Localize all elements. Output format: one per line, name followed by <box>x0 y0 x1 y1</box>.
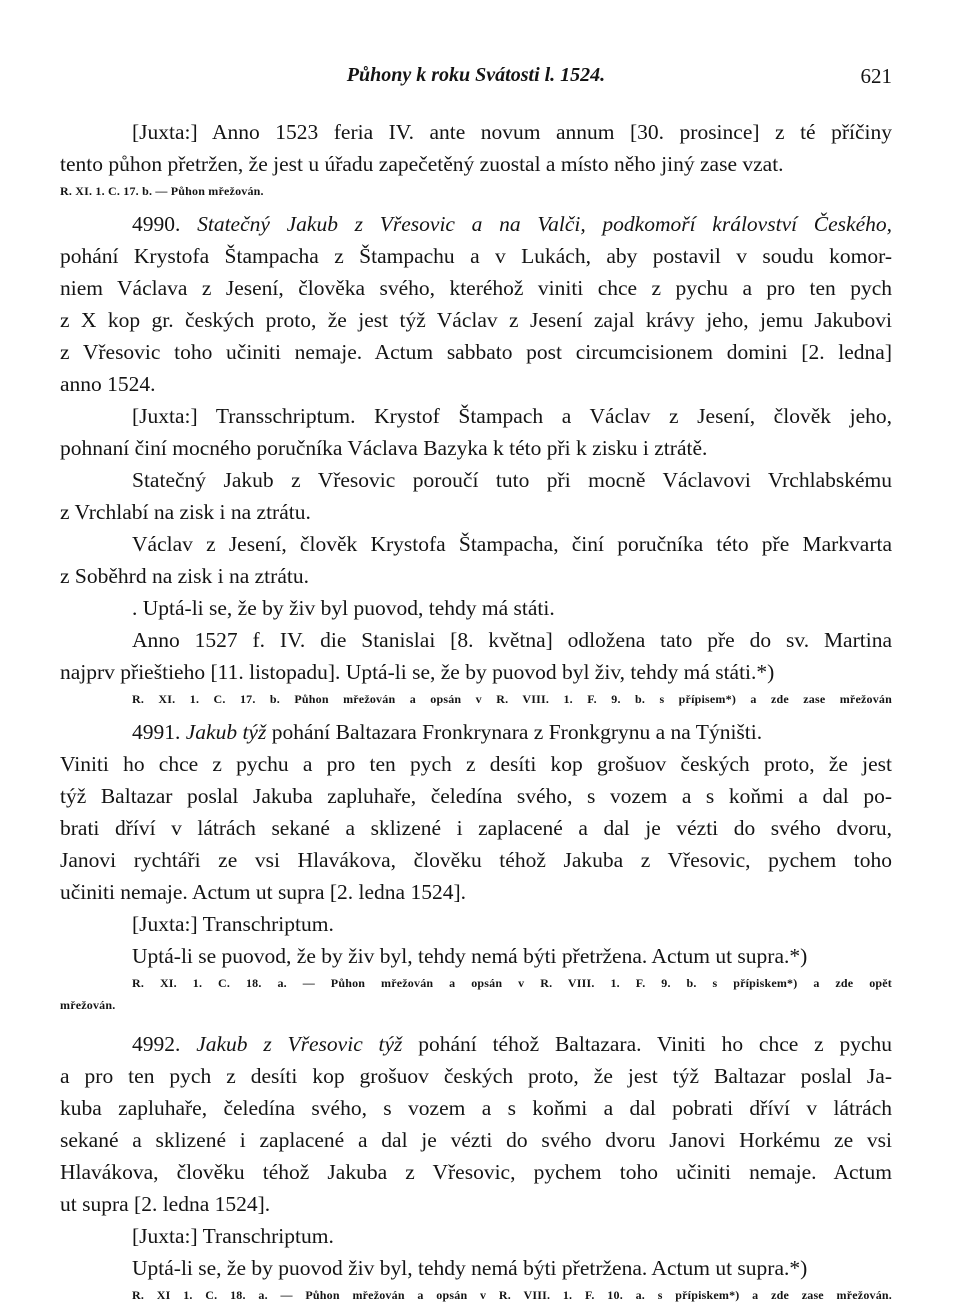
text-line: najprv přieštieho [11. listopadu]. Uptá-li se, že by puovod byl živ, tehdy má státi.*) <box>60 660 775 684</box>
entry-4990-heading <box>60 208 892 240</box>
text-line: pohání Krystofa Štampacha z Štampachu a v Lukách, aby postavil v soudu komor- <box>60 244 892 268</box>
text-line: týž Baltazar poslal Jakuba zapluhaře, čeledína svého, s vozem a s koňmi a dal po- <box>60 784 892 808</box>
text-line: Anno 1527 f. IV. die Stanislai [8. května] odložena tato pře do sv. Martina <box>132 628 892 652</box>
text-line: Statečný Jakub z Vřesovic poroučí tuto při mocně Václavovi Vrchlabskému <box>132 468 892 492</box>
text-line: [Juxta:] Transschriptum. Krystof Štampach a Václav z Jesení, člověk jeho, <box>132 404 892 428</box>
text-line: Václav z Jesení, člověk Krystofa Štampacha, činí poručníka této pře Markvarta <box>132 532 892 556</box>
running-title: Půhony k roku Svátosti l. 1524. <box>346 64 606 86</box>
body-text <box>60 116 892 1306</box>
source-note: R. XI 1. C. 18. a. — Půhon mřežován a opsán v R. VIII. 1. F. 10. a. s přípiskem*) a zde zase mřežován. <box>132 1288 892 1302</box>
text-line: [Juxta:] Transchriptum. <box>132 1224 334 1248</box>
page-number: 621 <box>860 64 892 88</box>
entry-number: 4991. <box>132 720 186 744</box>
text-line: . Uptá-li se, že by živ byl puovod, tehdy má státi. <box>132 596 555 620</box>
source-note: mřežován. <box>60 998 116 1012</box>
text-line: a pro ten pych z desíti kop grošuov českých proto, že jest týž Baltazar poslal Ja- <box>60 1064 892 1088</box>
text-line: Viniti ho chce z pychu a pro ten pych z desíti kop grošuov českých proto, že jest <box>60 752 892 776</box>
source-note: R. XI. 1. C. 17. b. Půhon mřežován a opsán v R. VIII. 1. F. 9. b. s přípisem*) a zde zase mřežován <box>132 692 892 706</box>
text-line: Hlavákova, člověku téhož Jakuba z Vřesovic, pychem toho učiniti nemaje. Actum <box>60 1160 892 1184</box>
source-note: R. XI. 1. C. 18. a. — Půhon mřežován a opsán v R. VIII. 1. F. 9. b. s přípiskem*) a zde opět <box>132 976 892 990</box>
entry-4991-heading: 4991. Jakub týž pohání Baltazara Fronkrynara z Fronkgrynu a na Týništi. <box>132 720 763 744</box>
text-line: tento půhon přetržen, že jest u úřadu zapečetěný zuostal a místo něho jiný zase vzat. <box>60 152 784 176</box>
text-line: pohnaní činí mocného poručníka Václava Bazyka k této při k zisku i ztrátě. <box>60 436 708 460</box>
text-line: Janovi rychtáři ze vsi Hlavákova, člověku téhož Jakuba z Vřesovic, pychem toho <box>60 848 892 872</box>
entry-number: 4992. <box>132 1032 197 1056</box>
entry-party: Statečný Jakub z Vřesovic a na Valči, podkomoří království Českého, <box>197 212 893 236</box>
text-line: Uptá-li se, že by puovod živ byl, tehdy nemá býti přetržena. Actum ut supra.*) <box>132 1256 808 1280</box>
text-line: ut supra [2. ledna 1524]. <box>60 1192 271 1216</box>
entry-4992-heading: 4992. Jakub z Vřesovic týž pohání téhož Baltazara. Viniti ho chce z pychu <box>132 1032 892 1056</box>
entry-party: Jakub z Vřesovic týž <box>196 1032 403 1056</box>
text-line: brati dříví v látrách sekané a sklizené i zaplacené a dal je vézti do svého dvoru, <box>60 816 892 840</box>
text-line: kuba zapluhaře, čeledína svého, s vozem a s koňmi a dal pobrati dříví v látrách <box>60 1096 892 1120</box>
page-header <box>60 64 892 94</box>
text-line: [Juxta:] Transchriptum. <box>132 912 334 936</box>
text-line: Uptá-li se puovod, že by živ byl, tehdy nemá býti přetržena. Actum ut supra.*) <box>132 944 808 968</box>
text-line: niem Václava z Jesení, člověka svého, kteréhož viniti chce z pychu a pro ten pych <box>60 276 892 300</box>
text-line: z Vrchlabí na zisk i na ztrátu. <box>60 500 311 524</box>
entry-number: 4990. <box>132 212 198 236</box>
text-line: sekané a sklizené i zaplacené a dal je vézti do svého dvoru Janovi Horkému ze vsi <box>60 1128 892 1152</box>
text-line: z Vřesovic toho učiniti nemaje. Actum sabbato post circumcisionem domini [2. ledna] <box>60 340 892 364</box>
text-line: [Juxta:] Anno 1523 feria IV. ante novum annum [30. prosince] z té příčiny <box>132 120 892 144</box>
text-line: z Soběhrd na zisk i na ztrátu. <box>60 564 309 588</box>
source-note: R. XI. 1. C. 17. b. — Půhon mřežován. <box>60 184 264 198</box>
entry-party: Jakub týž <box>185 720 267 744</box>
text-line: anno 1524. <box>60 372 156 396</box>
text-line: učiniti nemaje. Actum ut supra [2. ledna 1524]. <box>60 880 467 904</box>
text-line: z X kop gr. českých proto, že jest týž Václav z Jesení zajal krávy jeho, jemu Jakubovi <box>60 308 892 332</box>
